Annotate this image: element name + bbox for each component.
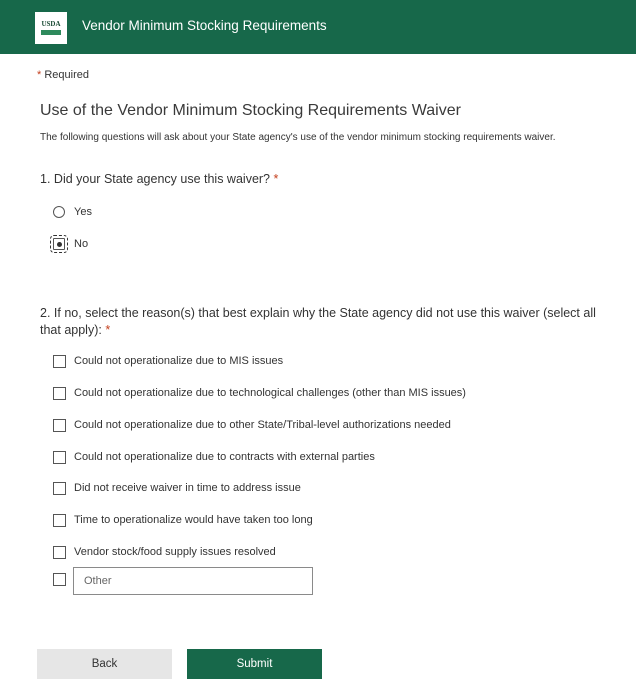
checkbox-option[interactable] — [53, 511, 313, 529]
checkbox-option[interactable] — [53, 352, 283, 370]
section-title: Use of the Vendor Minimum Stocking Requirements Waiver — [40, 102, 461, 119]
required-note — [37, 69, 89, 81]
checkbox-label: Time to operationalize would have taken too long — [74, 514, 313, 526]
question-1-number: 1. — [40, 172, 51, 186]
checkbox-option[interactable] — [53, 416, 451, 434]
back-button[interactable]: Back — [37, 649, 172, 679]
required-star: * — [37, 69, 42, 81]
logo-text: USDA — [41, 20, 61, 28]
checkbox-waiver-time[interactable] — [53, 482, 66, 495]
checkbox-label: Could not operationalize due to contracts with external parties — [74, 451, 375, 463]
usda-logo — [35, 12, 67, 44]
checkbox-tech-challenges[interactable] — [53, 387, 66, 400]
checkbox-other[interactable] — [53, 573, 66, 586]
checkbox-authorizations[interactable] — [53, 419, 66, 432]
submit-button[interactable]: Submit — [187, 649, 322, 679]
checkbox-option-other[interactable] — [53, 570, 74, 588]
question-2-label — [40, 305, 610, 339]
checkbox-label: Vendor stock/food supply issues resolved — [74, 546, 276, 558]
checkbox-label: Could not operationalize due to technological challenges (other than MIS issues) — [74, 387, 466, 399]
required-text: Required — [44, 69, 89, 81]
section-description: The following questions will ask about your State agency's use of the vendor minimum stocking requirements waiver. — [40, 132, 556, 143]
checkbox-mis-issues[interactable] — [53, 355, 66, 368]
radio-option-no[interactable] — [53, 235, 88, 253]
checkbox-supply-resolved[interactable] — [53, 546, 66, 559]
checkbox-label: Could not operationalize due to MIS issues — [74, 355, 284, 367]
radio-option-yes[interactable] — [53, 203, 92, 221]
checkbox-option[interactable] — [53, 479, 301, 497]
checkbox-contracts[interactable] — [53, 451, 66, 464]
checkbox-label: Did not receive waiver in time to address issue — [74, 482, 301, 494]
checkbox-label: Could not operationalize due to other State/Tribal-level authorizations needed — [74, 419, 451, 431]
form-title: Vendor Minimum Stocking Requirements — [82, 18, 327, 33]
question-1-required-star: * — [273, 172, 279, 186]
question-2-number: 2. — [40, 306, 51, 320]
question-1-text: Did your State agency use this waiver? — [53, 172, 271, 186]
app-header — [0, 0, 636, 54]
question-2-required-star: * — [105, 323, 111, 337]
checkbox-option[interactable] — [53, 448, 375, 466]
checkbox-too-long[interactable] — [53, 514, 66, 527]
radio-yes-label: Yes — [74, 206, 92, 218]
question-1-label — [40, 172, 278, 186]
checkbox-option[interactable] — [53, 384, 466, 402]
radio-no-label: No — [74, 238, 89, 250]
logo-bar — [41, 30, 61, 35]
checkbox-option[interactable] — [53, 543, 276, 561]
radio-yes[interactable] — [53, 206, 65, 218]
other-text-input[interactable] — [73, 567, 313, 595]
question-2-text: If no, select the reason(s) that best explain why the State agency did not use this waiver (select all that apply): — [40, 306, 596, 337]
radio-no[interactable] — [53, 238, 65, 250]
